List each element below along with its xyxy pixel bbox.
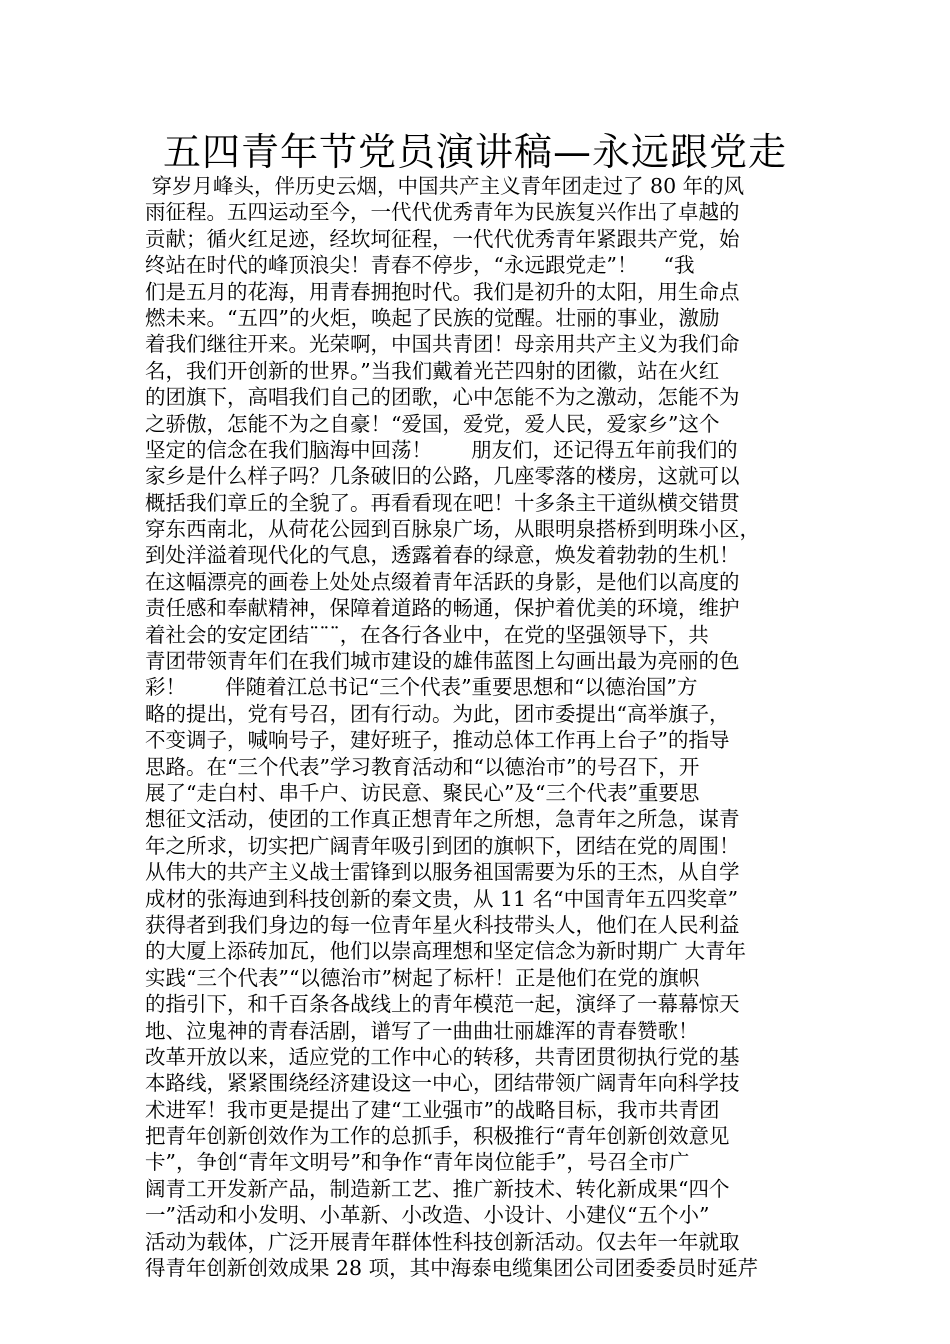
body-line: 着我们继往开来。光荣啊，中国共青团！母亲用共产主义为我们命	[145, 332, 740, 357]
body-line: 成材的张海迪到科技创新的秦文贵，从 11 名“中国青年五四奖章”	[145, 886, 739, 911]
body-line: 责任感和奉献精神，保障着道路的畅通，保护着优美的环境，维护	[145, 596, 740, 621]
body-line: 阔青工开发新产品，制造新工艺、推广新技术、转化新成果“四个	[145, 1176, 730, 1201]
body-line: 想征文活动，使团的工作真正想青年之所想，急青年之所急，谋青	[145, 807, 740, 832]
body-line: 本路线，紧紧围绕经济建设这一中心，团结带领广阔青年向科学技	[145, 1071, 740, 1096]
document-title: 五四青年节党员演讲稿—永远跟党走	[162, 130, 787, 174]
body-line: 穿东西南北，从荷花公园到百脉泉广场，从眼明泉搭桥到明珠小区，	[145, 517, 760, 542]
body-line: 到处洋溢着现代化的气息，透露着春的绿意，焕发着勃勃的生机！	[145, 543, 740, 568]
body-line: 概括我们章丘的全貌了。再看看现在吧！十多条主干道纵横交错贯	[145, 490, 740, 515]
body-line: 年之所求，切实把广阔青年吸引到团的旗帜下，团结在党的周围！	[145, 833, 740, 858]
body-line: 地、泣鬼神的青春活剧，谱写了一曲曲壮丽雄浑的青春赞歌！	[145, 1018, 699, 1043]
body-line: 术进军！我市更是提出了建“工业强市”的战略目标，我市共青团	[145, 1097, 720, 1122]
body-line: 卡”，争创“青年文明号”和争作“青年岗位能手”，号召全市广	[145, 1150, 690, 1175]
body-line: 穿岁月峰头，伴历史云烟，中国共产主义青年团走过了 80 年的风	[145, 174, 745, 198]
body-line: 思路。在“三个代表”学习教育活动和“以德治市”的号召下，开	[145, 754, 700, 779]
body-line: 把青年创新创效作为工作的总抓手，积极推行“青年创新创效意见	[145, 1124, 730, 1149]
body-line: 之骄傲，怎能不为之自豪！“爱国，爱党，爱人民，爱家乡”这个	[145, 411, 720, 436]
body-line: 家乡是什么样子吗？几条破旧的公路，几座零落的楼房，这就可以	[145, 464, 740, 489]
body-line: 坚定的信念在我们脑海中回荡！ 朋友们，还记得五年前我们的	[145, 437, 738, 462]
body-line: 名，我们开创新的世界。”当我们戴着光芒四射的团徽，站在火红	[145, 358, 720, 383]
body-line: 终站在时代的峰顶浪尖！青春不停步，“永远跟党走”！ “我	[145, 253, 695, 278]
body-line: 展了“走白村、串千户、访民意、聚民心”及“三个代表”重要思	[145, 780, 700, 805]
body-line: 从伟大的共产主义战士雷锋到以服务祖国需要为乐的王杰，从自学	[145, 860, 740, 885]
body-line: 不变调子，喊响号子，建好班子，推动总体工作再上台子”的指导	[145, 728, 730, 753]
body-line: 在这幅漂亮的画卷上处处点缀着青年活跃的身影，是他们以高度的	[145, 569, 740, 594]
body-line: 们是五月的花海，用青春拥抱时代。我们是初升的太阳，用生命点	[145, 279, 740, 304]
body-line: 着社会的安定团结¨¨¨，在各行各业中，在党的坚强领导下，共	[145, 622, 709, 647]
body-line: 的大厦上添砖加瓦，他们以崇高理想和坚定信念为新时期广 大青年	[145, 939, 747, 964]
body-line: 雨征程。五四运动至今，一代代优秀青年为民族复兴作出了卓越的	[145, 200, 740, 225]
body-line: 活动为载体，广泛开展青年群体性科技创新活动。仅去年一年就取	[145, 1229, 740, 1254]
body-line: 获得者到我们身边的每一位青年星火科技带头人，他们在人民利益	[145, 912, 740, 937]
body-line: 燃未来。“五四”的火炬，唤起了民族的觉醒。壮丽的事业，激励	[145, 305, 720, 330]
document-body	[145, 173, 815, 1281]
body-line: 实践“三个代表”“以德治市”树起了标杆！正是他们在党的旗帜	[145, 965, 700, 990]
body-line: 青团带领青年们在我们城市建设的雄伟蓝图上勾画出最为亮丽的色	[145, 649, 740, 674]
body-line: 得青年创新创效成果 28 项，其中海泰电缆集团公司团委委员时延芹	[145, 1256, 759, 1281]
body-line: 略的提出，党有号召，团有行动。为此，团市委提出“高举旗子，	[145, 701, 730, 726]
body-line: 贡献；循火红足迹，经坎坷征程，一代代优秀青年紧跟共产党，始	[145, 226, 740, 251]
body-line: 改革开放以来，适应党的工作中心的转移，共青团贯彻执行党的基	[145, 1044, 740, 1069]
body-line: 一”活动和小发明、小革新、小改造、小设计、小建仪“五个小”	[145, 1203, 710, 1228]
body-line: 的指引下，和千百条各战线上的青年模范一起，演绎了一幕幕惊天	[145, 992, 740, 1017]
body-line: 彩！ 伴随着江总书记“三个代表”重要思想和“以德治国”方	[145, 675, 698, 700]
body-line: 的团旗下，高唱我们自己的团歌，心中怎能不为之激动，怎能不为	[145, 385, 740, 410]
